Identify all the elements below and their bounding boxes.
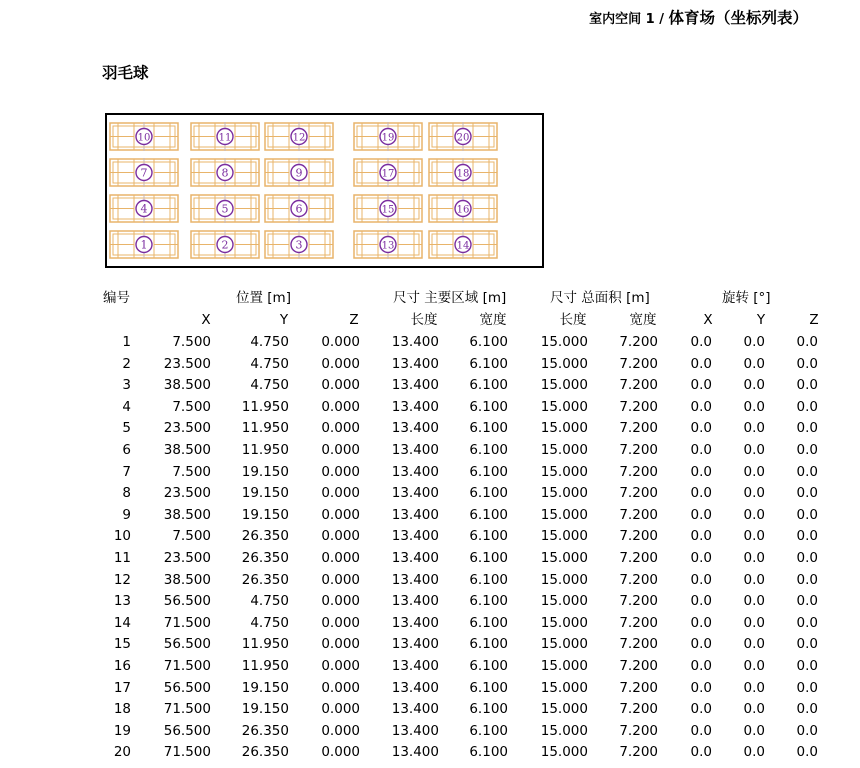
- cell-rot-z: 0.0: [796, 334, 818, 350]
- cell-id: 15: [113, 636, 131, 652]
- cell-pos-z: 0.000: [321, 723, 360, 739]
- cell-main-width: 6.100: [469, 420, 508, 436]
- header-title: 体育场（坐标列表）: [668, 9, 808, 27]
- cell-total-width: 7.200: [619, 572, 658, 588]
- cell-rot-x: 0.0: [690, 356, 712, 372]
- cell-id: 11: [113, 550, 131, 566]
- cell-main-length: 13.400: [391, 356, 439, 372]
- cell-pos-z: 0.000: [321, 420, 360, 436]
- cell-total-length: 15.000: [540, 442, 588, 458]
- cell-pos-x: 56.500: [163, 593, 211, 609]
- court-20: [429, 122, 497, 151]
- cell-pos-z: 0.000: [321, 507, 360, 523]
- cell-pos-x: 71.500: [163, 701, 211, 717]
- cell-rot-z: 0.0: [796, 723, 818, 739]
- cell-rot-y: 0.0: [743, 420, 765, 436]
- cell-pos-z: 0.000: [321, 442, 360, 458]
- court-number: 8: [221, 166, 229, 180]
- cell-rot-z: 0.0: [796, 680, 818, 696]
- subheader-6: 宽度: [629, 312, 657, 328]
- cell-total-length: 15.000: [540, 550, 588, 566]
- cell-main-width: 6.100: [469, 377, 508, 393]
- court-number: 18: [456, 168, 470, 180]
- cell-rot-z: 0.0: [796, 550, 818, 566]
- cell-total-length: 15.000: [540, 615, 588, 631]
- page-header: [589, 6, 808, 28]
- court-2: [191, 230, 259, 259]
- cell-pos-x: 7.500: [172, 464, 211, 480]
- cell-main-width: 6.100: [469, 442, 508, 458]
- cell-pos-z: 0.000: [321, 701, 360, 717]
- header-total-area: 尺寸 总面积 [m]: [550, 290, 650, 306]
- cell-total-width: 7.200: [619, 507, 658, 523]
- cell-total-length: 15.000: [540, 420, 588, 436]
- cell-rot-y: 0.0: [743, 507, 765, 523]
- cell-rot-x: 0.0: [690, 701, 712, 717]
- cell-total-width: 7.200: [619, 615, 658, 631]
- court-10: [110, 122, 178, 151]
- cell-main-width: 6.100: [469, 723, 508, 739]
- cell-pos-y: 19.150: [241, 507, 289, 523]
- court-number: 4: [140, 202, 148, 216]
- court-number: 15: [381, 204, 395, 216]
- cell-rot-x: 0.0: [690, 680, 712, 696]
- cell-main-length: 13.400: [391, 680, 439, 696]
- court-number: 1: [140, 238, 148, 252]
- cell-pos-y: 26.350: [241, 744, 289, 760]
- cell-main-width: 6.100: [469, 507, 508, 523]
- header-prefix: 室内空间 1 /: [589, 12, 669, 27]
- cell-main-width: 6.100: [469, 615, 508, 631]
- cell-pos-y: 19.150: [241, 485, 289, 501]
- cell-rot-y: 0.0: [743, 442, 765, 458]
- cell-rot-x: 0.0: [690, 744, 712, 760]
- cell-total-width: 7.200: [619, 593, 658, 609]
- cell-total-width: 7.200: [619, 528, 658, 544]
- cell-pos-y: 11.950: [241, 636, 289, 652]
- cell-total-width: 7.200: [619, 399, 658, 415]
- cell-rot-y: 0.0: [743, 399, 765, 415]
- court-18: [429, 158, 497, 187]
- cell-pos-z: 0.000: [321, 399, 360, 415]
- cell-main-width: 6.100: [469, 399, 508, 415]
- cell-pos-z: 0.000: [321, 485, 360, 501]
- cell-pos-x: 23.500: [163, 356, 211, 372]
- cell-total-width: 7.200: [619, 377, 658, 393]
- cell-rot-x: 0.0: [690, 723, 712, 739]
- cell-total-length: 15.000: [540, 528, 588, 544]
- court-number: 14: [456, 240, 470, 252]
- cell-total-length: 15.000: [540, 334, 588, 350]
- cell-total-width: 7.200: [619, 701, 658, 717]
- cell-main-length: 13.400: [391, 334, 439, 350]
- cell-pos-z: 0.000: [321, 593, 360, 609]
- cell-rot-z: 0.0: [796, 658, 818, 674]
- cell-total-width: 7.200: [619, 680, 658, 696]
- cell-pos-z: 0.000: [321, 550, 360, 566]
- cell-rot-z: 0.0: [796, 485, 818, 501]
- cell-rot-x: 0.0: [690, 572, 712, 588]
- cell-main-length: 13.400: [391, 701, 439, 717]
- cell-pos-y: 11.950: [241, 420, 289, 436]
- cell-total-width: 7.200: [619, 636, 658, 652]
- cell-pos-x: 71.500: [163, 744, 211, 760]
- cell-main-width: 6.100: [469, 701, 508, 717]
- cell-total-length: 15.000: [540, 507, 588, 523]
- court-number: 13: [381, 240, 395, 252]
- cell-pos-x: 7.500: [172, 528, 211, 544]
- cell-pos-z: 0.000: [321, 464, 360, 480]
- cell-pos-y: 4.750: [250, 615, 289, 631]
- cell-pos-y: 26.350: [241, 528, 289, 544]
- court-1: [110, 230, 178, 259]
- cell-main-width: 6.100: [469, 550, 508, 566]
- cell-total-length: 15.000: [540, 572, 588, 588]
- cell-total-width: 7.200: [619, 356, 658, 372]
- cell-rot-x: 0.0: [690, 464, 712, 480]
- court-12: [265, 122, 333, 151]
- cell-id: 8: [122, 485, 131, 501]
- cell-pos-x: 56.500: [163, 723, 211, 739]
- court-number: 20: [456, 132, 470, 144]
- court-3: [265, 230, 333, 259]
- court-16: [429, 194, 497, 223]
- cell-pos-z: 0.000: [321, 636, 360, 652]
- cell-total-length: 15.000: [540, 485, 588, 501]
- cell-main-length: 13.400: [391, 572, 439, 588]
- cell-pos-z: 0.000: [321, 356, 360, 372]
- cell-main-width: 6.100: [469, 636, 508, 652]
- court-19: [354, 122, 422, 151]
- cell-main-length: 13.400: [391, 485, 439, 501]
- cell-id: 17: [113, 680, 131, 696]
- cell-pos-y: 11.950: [241, 442, 289, 458]
- cell-rot-y: 0.0: [743, 356, 765, 372]
- cell-rot-y: 0.0: [743, 528, 765, 544]
- cell-total-length: 15.000: [540, 658, 588, 674]
- cell-total-length: 15.000: [540, 744, 588, 760]
- court-number: 3: [295, 238, 303, 252]
- cell-total-width: 7.200: [619, 464, 658, 480]
- cell-main-length: 13.400: [391, 399, 439, 415]
- court-layout-drawing: [107, 115, 542, 266]
- cell-id: 19: [113, 723, 131, 739]
- cell-id: 14: [113, 615, 131, 631]
- cell-main-width: 6.100: [469, 334, 508, 350]
- cell-id: 10: [113, 528, 131, 544]
- court-number: 11: [218, 132, 232, 144]
- cell-pos-y: 19.150: [241, 680, 289, 696]
- cell-rot-x: 0.0: [690, 507, 712, 523]
- cell-pos-z: 0.000: [321, 572, 360, 588]
- cell-main-width: 6.100: [469, 356, 508, 372]
- cell-pos-x: 38.500: [163, 442, 211, 458]
- court-number: 2: [221, 238, 229, 252]
- cell-rot-y: 0.0: [743, 658, 765, 674]
- cell-rot-z: 0.0: [796, 615, 818, 631]
- court-number: 19: [381, 132, 395, 144]
- cell-id: 12: [113, 572, 131, 588]
- cell-id: 5: [122, 420, 131, 436]
- cell-id: 20: [113, 744, 131, 760]
- cell-pos-x: 38.500: [163, 572, 211, 588]
- cell-main-length: 13.400: [391, 464, 439, 480]
- cell-pos-x: 7.500: [172, 399, 211, 415]
- cell-pos-y: 26.350: [241, 550, 289, 566]
- cell-total-length: 15.000: [540, 593, 588, 609]
- cell-main-length: 13.400: [391, 550, 439, 566]
- cell-pos-y: 4.750: [250, 593, 289, 609]
- cell-total-length: 15.000: [540, 356, 588, 372]
- cell-main-width: 6.100: [469, 485, 508, 501]
- cell-rot-x: 0.0: [690, 615, 712, 631]
- cell-id: 1: [122, 334, 131, 350]
- cell-main-width: 6.100: [469, 744, 508, 760]
- cell-rot-x: 0.0: [690, 593, 712, 609]
- cell-rot-y: 0.0: [743, 615, 765, 631]
- cell-rot-z: 0.0: [796, 420, 818, 436]
- cell-pos-x: 71.500: [163, 658, 211, 674]
- cell-rot-z: 0.0: [796, 528, 818, 544]
- cell-rot-z: 0.0: [796, 377, 818, 393]
- cell-main-length: 13.400: [391, 507, 439, 523]
- subheader-1: Y: [279, 312, 289, 328]
- cell-id: 6: [122, 442, 131, 458]
- cell-pos-y: 4.750: [250, 377, 289, 393]
- court-number: 6: [295, 202, 303, 216]
- cell-pos-y: 26.350: [241, 572, 289, 588]
- cell-pos-z: 0.000: [321, 377, 360, 393]
- court-11: [191, 122, 259, 151]
- cell-total-length: 15.000: [540, 723, 588, 739]
- cell-rot-y: 0.0: [743, 723, 765, 739]
- cell-pos-y: 4.750: [250, 356, 289, 372]
- cell-pos-y: 19.150: [241, 701, 289, 717]
- cell-rot-x: 0.0: [690, 399, 712, 415]
- cell-rot-z: 0.0: [796, 572, 818, 588]
- cell-id: 7: [122, 464, 131, 480]
- cell-total-length: 15.000: [540, 680, 588, 696]
- subheader-3: 长度: [410, 312, 438, 328]
- cell-main-length: 13.400: [391, 528, 439, 544]
- header-position: 位置 [m]: [236, 290, 291, 306]
- cell-pos-y: 4.750: [250, 334, 289, 350]
- cell-id: 3: [122, 377, 131, 393]
- cell-pos-y: 11.950: [241, 399, 289, 415]
- cell-rot-y: 0.0: [743, 485, 765, 501]
- cell-main-width: 6.100: [469, 572, 508, 588]
- cell-rot-y: 0.0: [743, 593, 765, 609]
- cell-pos-z: 0.000: [321, 528, 360, 544]
- cell-pos-z: 0.000: [321, 744, 360, 760]
- cell-main-length: 13.400: [391, 442, 439, 458]
- cell-rot-z: 0.0: [796, 744, 818, 760]
- court-14: [429, 230, 497, 259]
- section-title: 羽毛球: [102, 64, 149, 82]
- cell-pos-z: 0.000: [321, 615, 360, 631]
- subheader-5: 长度: [559, 312, 587, 328]
- cell-rot-y: 0.0: [743, 334, 765, 350]
- court-9: [265, 158, 333, 187]
- cell-rot-y: 0.0: [743, 377, 765, 393]
- court-15: [354, 194, 422, 223]
- cell-total-length: 15.000: [540, 399, 588, 415]
- cell-main-length: 13.400: [391, 593, 439, 609]
- cell-total-length: 15.000: [540, 377, 588, 393]
- cell-main-width: 6.100: [469, 593, 508, 609]
- cell-pos-x: 38.500: [163, 507, 211, 523]
- cell-rot-x: 0.0: [690, 377, 712, 393]
- cell-main-width: 6.100: [469, 680, 508, 696]
- cell-pos-z: 0.000: [321, 334, 360, 350]
- cell-total-width: 7.200: [619, 723, 658, 739]
- subheader-4: 宽度: [479, 312, 507, 328]
- cell-main-width: 6.100: [469, 528, 508, 544]
- cell-pos-x: 23.500: [163, 550, 211, 566]
- cell-pos-x: 7.500: [172, 334, 211, 350]
- court-number: 12: [292, 132, 306, 144]
- cell-rot-y: 0.0: [743, 636, 765, 652]
- cell-pos-z: 0.000: [321, 658, 360, 674]
- header-id: 编号: [103, 290, 130, 306]
- cell-total-length: 15.000: [540, 464, 588, 480]
- subheader-9: Z: [809, 312, 819, 328]
- cell-main-length: 13.400: [391, 744, 439, 760]
- court-number: 16: [456, 204, 470, 216]
- cell-rot-y: 0.0: [743, 464, 765, 480]
- cell-rot-y: 0.0: [743, 701, 765, 717]
- cell-rot-x: 0.0: [690, 636, 712, 652]
- cell-id: 2: [122, 356, 131, 372]
- cell-main-length: 13.400: [391, 615, 439, 631]
- cell-total-width: 7.200: [619, 485, 658, 501]
- cell-rot-x: 0.0: [690, 550, 712, 566]
- cell-rot-x: 0.0: [690, 442, 712, 458]
- cell-main-length: 13.400: [391, 420, 439, 436]
- court-6: [265, 194, 333, 223]
- header-main-area: 尺寸 主要区域 [m]: [393, 290, 507, 306]
- cell-rot-z: 0.0: [796, 442, 818, 458]
- cell-pos-x: 23.500: [163, 420, 211, 436]
- subheader-7: X: [703, 312, 713, 328]
- cell-id: 4: [122, 399, 131, 415]
- court-number: 7: [140, 166, 148, 180]
- cell-rot-z: 0.0: [796, 356, 818, 372]
- court-layout-plan: [105, 113, 544, 268]
- cell-id: 13: [113, 593, 131, 609]
- header-rotation: 旋转 [°]: [722, 290, 771, 306]
- cell-total-width: 7.200: [619, 334, 658, 350]
- cell-rot-x: 0.0: [690, 658, 712, 674]
- cell-rot-z: 0.0: [796, 464, 818, 480]
- cell-main-length: 13.400: [391, 723, 439, 739]
- court-17: [354, 158, 422, 187]
- cell-rot-y: 0.0: [743, 550, 765, 566]
- court-number: 9: [295, 166, 303, 180]
- cell-pos-x: 56.500: [163, 636, 211, 652]
- court-13: [354, 230, 422, 259]
- cell-total-width: 7.200: [619, 442, 658, 458]
- cell-rot-y: 0.0: [743, 680, 765, 696]
- cell-rot-x: 0.0: [690, 334, 712, 350]
- cell-total-width: 7.200: [619, 744, 658, 760]
- cell-rot-z: 0.0: [796, 636, 818, 652]
- court-7: [110, 158, 178, 187]
- cell-rot-z: 0.0: [796, 701, 818, 717]
- cell-main-length: 13.400: [391, 658, 439, 674]
- cell-pos-z: 0.000: [321, 680, 360, 696]
- subheader-0: X: [201, 312, 211, 328]
- cell-id: 9: [122, 507, 131, 523]
- cell-pos-y: 26.350: [241, 723, 289, 739]
- cell-pos-x: 38.500: [163, 377, 211, 393]
- subheader-2: Z: [349, 312, 359, 328]
- cell-rot-z: 0.0: [796, 593, 818, 609]
- court-4: [110, 194, 178, 223]
- cell-total-width: 7.200: [619, 550, 658, 566]
- cell-main-width: 6.100: [469, 464, 508, 480]
- cell-total-width: 7.200: [619, 658, 658, 674]
- cell-main-length: 13.400: [391, 636, 439, 652]
- cell-rot-x: 0.0: [690, 420, 712, 436]
- court-number: 5: [221, 202, 229, 216]
- cell-rot-x: 0.0: [690, 485, 712, 501]
- court-number: 17: [381, 168, 395, 180]
- cell-main-width: 6.100: [469, 658, 508, 674]
- cell-pos-x: 56.500: [163, 680, 211, 696]
- cell-pos-y: 11.950: [241, 658, 289, 674]
- court-8: [191, 158, 259, 187]
- court-number: 10: [137, 132, 151, 144]
- cell-rot-y: 0.0: [743, 744, 765, 760]
- cell-main-length: 13.400: [391, 377, 439, 393]
- cell-pos-x: 71.500: [163, 615, 211, 631]
- cell-rot-z: 0.0: [796, 507, 818, 523]
- cell-rot-x: 0.0: [690, 528, 712, 544]
- court-5: [191, 194, 259, 223]
- cell-total-length: 15.000: [540, 636, 588, 652]
- cell-id: 18: [113, 701, 131, 717]
- cell-total-width: 7.200: [619, 420, 658, 436]
- cell-rot-y: 0.0: [743, 572, 765, 588]
- subheader-8: Y: [756, 312, 766, 328]
- cell-pos-x: 23.500: [163, 485, 211, 501]
- cell-id: 16: [113, 658, 131, 674]
- cell-total-length: 15.000: [540, 701, 588, 717]
- cell-rot-z: 0.0: [796, 399, 818, 415]
- cell-pos-y: 19.150: [241, 464, 289, 480]
